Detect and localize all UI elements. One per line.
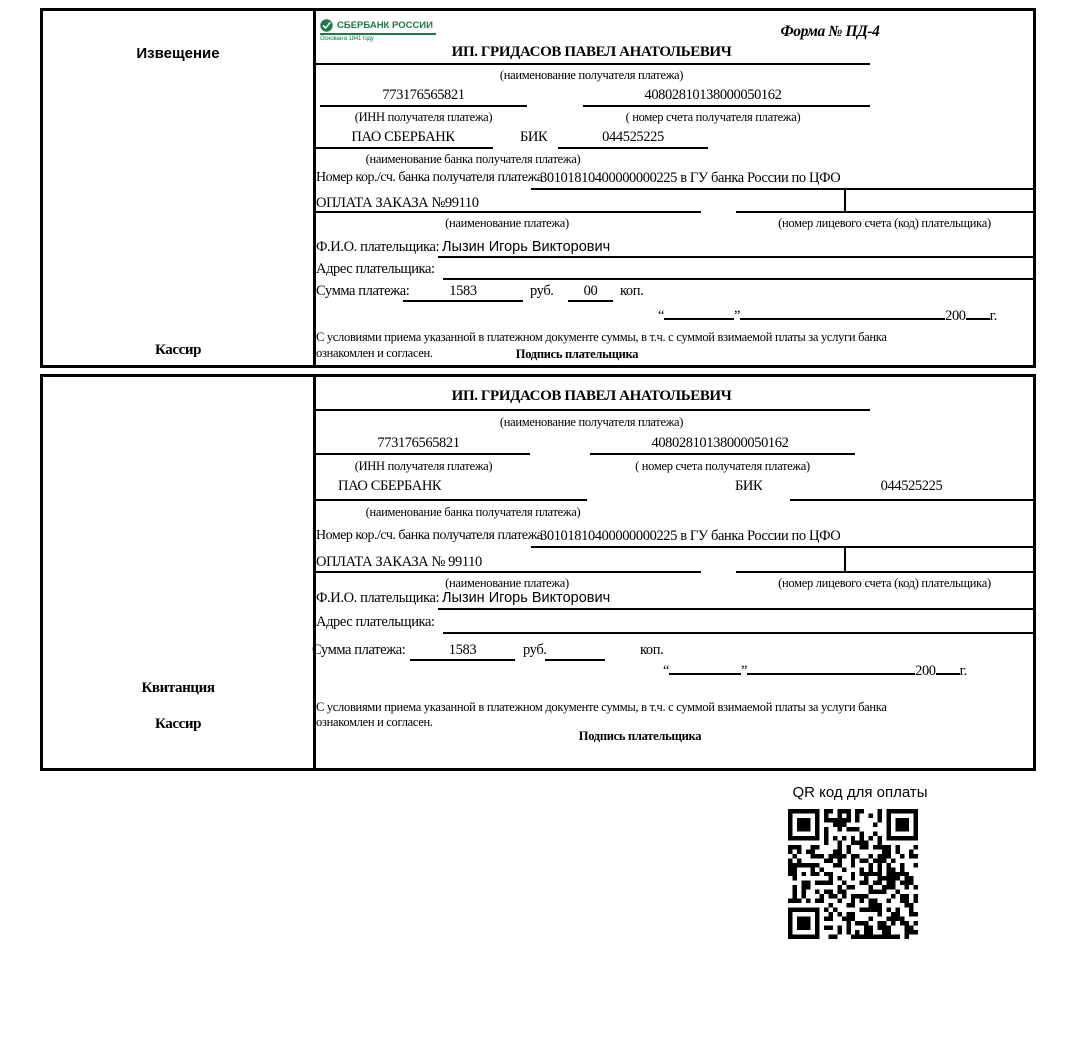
rub-label: руб. xyxy=(523,642,547,658)
address-label: Адрес плательщика: xyxy=(316,261,435,277)
kop-label: коп. xyxy=(640,642,664,658)
year-suffix: г. xyxy=(989,308,997,324)
amount-rub-value: 1583 xyxy=(449,283,477,299)
signature-label: Подпись плательщика xyxy=(578,729,702,743)
sberbank-logo-icon xyxy=(320,19,333,32)
amount-kop-value: 00 xyxy=(583,283,598,299)
underline xyxy=(313,499,587,501)
receipt-cashier-label: Кассир xyxy=(154,716,202,732)
recipient-hint: (наименование получателя платежа) xyxy=(499,415,684,429)
underline xyxy=(410,659,515,661)
address-label: Адрес плательщика: xyxy=(316,614,435,630)
bik-label: БИК xyxy=(520,129,548,145)
underline xyxy=(443,632,1033,634)
underline xyxy=(443,278,1033,280)
account-value: 40802810138000050162 xyxy=(651,435,789,451)
quote-close: ” xyxy=(741,663,748,679)
rub-label: руб. xyxy=(530,283,554,299)
payer-code-hint: (номер лицевого счета (код) плательщика) xyxy=(778,576,991,590)
underline xyxy=(313,453,530,455)
bank-name: ПАО СБЕРБАНК xyxy=(338,478,442,494)
corr-value: 30101810400000000225 в ГУ банка России по ЦФО xyxy=(540,170,841,186)
fio-value: Лызин Игорь Викторович xyxy=(442,590,611,606)
agreement-line1: С условиями приема указанной в платежном документе суммы, в т.ч. с суммой взимаемой платы за услуги банка xyxy=(316,330,887,344)
recipient-hint: (наименование получателя платежа) xyxy=(499,68,684,82)
year-prefix: 200 xyxy=(945,308,966,324)
bank-name: ПАО СБЕРБАНК xyxy=(351,129,455,145)
fio-label: Ф.И.О. плательщика: xyxy=(316,239,440,255)
date-year-blank xyxy=(966,305,990,320)
quote-open: “ xyxy=(658,308,665,324)
underline xyxy=(531,188,1033,190)
inn-hint: (ИНН получателя платежа) xyxy=(354,110,493,124)
underline xyxy=(403,300,523,302)
qr-code xyxy=(788,809,918,939)
underline xyxy=(313,63,870,65)
recipient-name: ИП. ГРИДАСОВ ПАВЕЛ АНАТОЛЬЕВИЧ xyxy=(451,44,732,60)
underline xyxy=(545,659,605,661)
agreement-line2: ознакомлен и согласен. xyxy=(316,715,433,729)
underline xyxy=(313,147,493,149)
sberbank-logo-tagline: Основан в 1841 году xyxy=(320,36,374,42)
payment-hint: (наименование платежа) xyxy=(445,576,569,590)
underline xyxy=(790,499,1033,501)
receipt-title: Квитанция xyxy=(141,680,215,696)
sberbank-logo-row xyxy=(320,19,436,35)
date-month-blank xyxy=(740,305,945,320)
date-day-blank xyxy=(669,660,741,675)
account-hint: ( номер счета получателя платежа) xyxy=(635,459,810,473)
kop-label: коп. xyxy=(620,283,644,299)
sberbank-logo xyxy=(320,19,436,42)
inn-hint: (ИНН получателя платежа) xyxy=(354,459,493,473)
year-suffix: г. xyxy=(959,663,967,679)
bank-hint: (наименование банка получателя платежа) xyxy=(365,505,581,519)
payer-code-tick xyxy=(844,548,846,571)
date-month-blank xyxy=(747,660,915,675)
year-prefix: 200 xyxy=(915,663,936,679)
fio-label: Ф.И.О. плательщика: xyxy=(316,590,440,606)
corr-label: Номер кор./сч. банка получателя платежа xyxy=(316,170,543,185)
underline xyxy=(736,571,1033,573)
bik-value: 044525225 xyxy=(880,478,943,494)
corr-label: Номер кор./сч. банка получателя платежа xyxy=(316,528,543,543)
signature-label: Подпись плательщика xyxy=(515,347,639,361)
inn-value: 773176565821 xyxy=(377,435,460,451)
quote-close: ” xyxy=(734,308,741,324)
underline xyxy=(568,300,613,302)
underline xyxy=(313,211,701,213)
payer-code-tick xyxy=(844,189,846,212)
date-day-blank xyxy=(664,305,734,320)
underline xyxy=(558,147,708,149)
bank-hint: (наименование банка получателя платежа) xyxy=(365,152,581,166)
sum-label: Сумма платежа: xyxy=(312,642,406,658)
payer-code-hint: (номер лицевого счета (код) плательщика) xyxy=(778,216,991,230)
account-value: 40802810138000050162 xyxy=(644,87,782,103)
amount-rub-value: 1583 xyxy=(448,642,477,658)
underline xyxy=(736,211,1033,213)
notice-divider xyxy=(313,8,316,368)
date-line xyxy=(663,660,967,680)
quote-open: “ xyxy=(663,663,670,679)
date-year-blank xyxy=(936,660,960,675)
inn-value: 773176565821 xyxy=(382,87,465,103)
payment-hint: (наименование платежа) xyxy=(445,216,569,230)
notice-title: Извещение xyxy=(136,45,220,62)
underline xyxy=(313,571,701,573)
fio-value: Лызин Игорь Викторович xyxy=(442,239,611,255)
underline xyxy=(320,105,527,107)
bik-value: 044525225 xyxy=(602,129,664,145)
notice-cashier-label: Кассир xyxy=(154,342,202,358)
agreement-line1: С условиями приема указанной в платежном документе суммы, в т.ч. с суммой взимаемой платы за услуги банка xyxy=(316,700,887,714)
sum-label: Сумма платежа: xyxy=(316,283,410,299)
purpose-value: ОПЛАТА ЗАКАЗА №99110 xyxy=(316,195,479,211)
underline xyxy=(438,608,1033,610)
qr-caption: QR код для оплаты xyxy=(792,784,928,801)
purpose-value: ОПЛАТА ЗАКАЗА № 99110 xyxy=(316,554,482,570)
corr-value: 30101810400000000225 в ГУ банка России по ЦФО xyxy=(540,528,841,544)
underline xyxy=(590,453,855,455)
underline xyxy=(531,546,1033,548)
account-hint: ( номер счета получателя платежа) xyxy=(625,110,801,124)
underline xyxy=(583,105,870,107)
sberbank-logo-text: СБЕРБАНК РОССИИ xyxy=(337,20,433,31)
date-line xyxy=(658,305,997,325)
underline xyxy=(313,409,870,411)
agreement-line2: ознакомлен и согласен. xyxy=(316,346,433,360)
bik-label: БИК xyxy=(735,478,763,494)
form-number: Форма № ПД-4 xyxy=(780,23,880,40)
underline xyxy=(438,256,1033,258)
recipient-name: ИП. ГРИДАСОВ ПАВЕЛ АНАТОЛЬЕВИЧ xyxy=(451,388,732,404)
